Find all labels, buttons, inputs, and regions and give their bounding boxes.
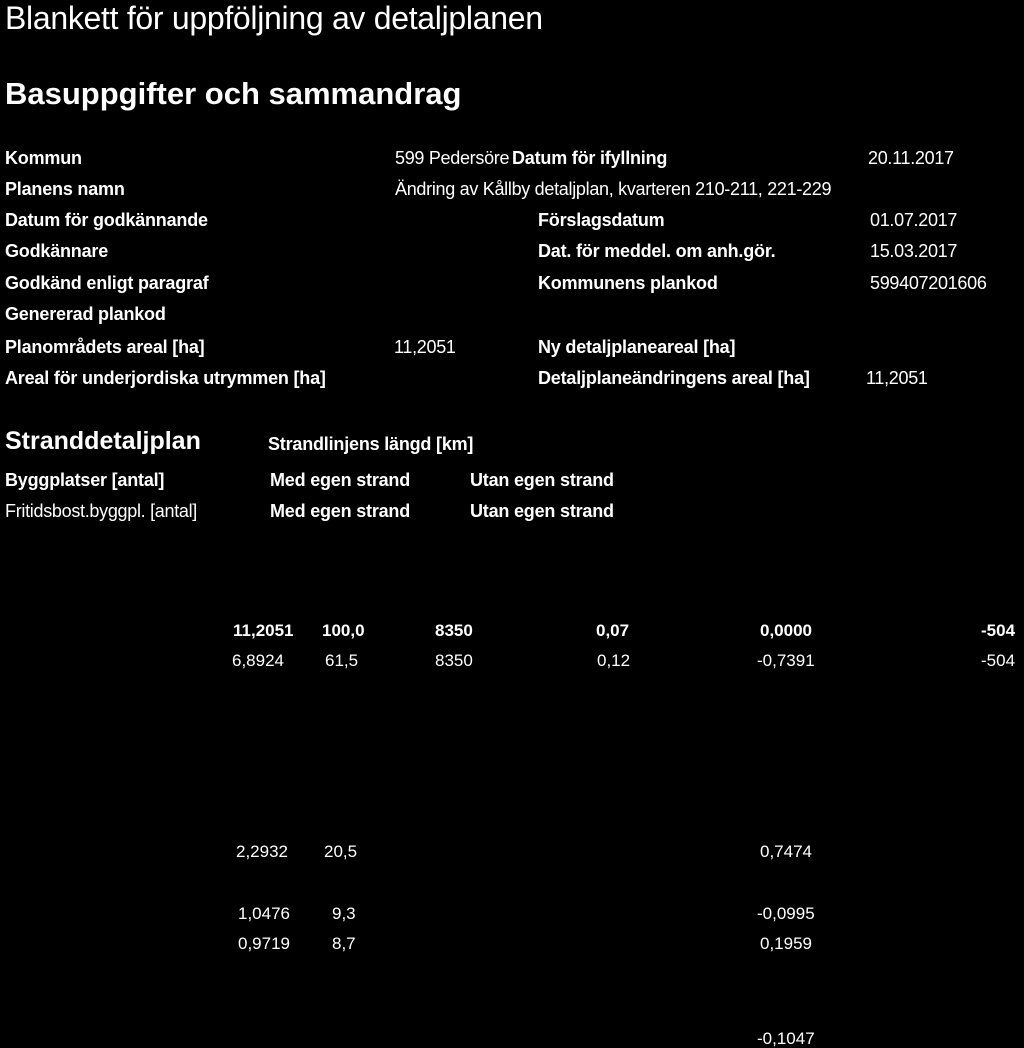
table-cell: -504 (981, 651, 1016, 670)
table-cell: 0,12 (597, 651, 631, 670)
table-cell: 2,2932 (236, 842, 288, 861)
byggplatser-med-egen-strand: Med egen strand (270, 470, 411, 490)
detaljplaneandringens-areal-label: Detaljplaneändringens areal [ha] (538, 368, 810, 388)
section-heading-basuppgifter: Basuppgifter och sammandrag (5, 76, 462, 111)
table-cell: 1,0476 (238, 904, 290, 923)
table-cell: 8350 (435, 621, 473, 640)
table-cell: 8350 (435, 651, 473, 670)
forslagsdatum-value: 01.07.2017 (870, 210, 958, 230)
byggplatser-label: Byggplatser [antal] (5, 470, 165, 490)
table-cell: 8,7 (332, 934, 356, 953)
page-title: Blankett för uppföljning av detaljplanen (5, 0, 543, 36)
kommunens-plankod-value: 599407201606 (870, 273, 987, 293)
godkand-paragraf-label: Godkänd enligt paragraf (5, 273, 209, 293)
genererad-plankod-label: Genererad plankod (5, 304, 166, 324)
table-cell: 11,2051 (233, 621, 294, 640)
ny-detaljplaneareal-label: Ny detaljplaneareal [ha] (538, 337, 736, 357)
godkannare-label: Godkännare (5, 241, 109, 261)
table-cell: 6,8924 (232, 651, 284, 670)
planens-namn-value: Ändring av Kållby detaljplan, kvarteren 210-211, 221-229 (395, 179, 832, 199)
table-cell: 61,5 (325, 651, 359, 670)
table-cell: 0,1959 (760, 934, 812, 953)
table-cell: -0,7391 (757, 651, 815, 670)
areal-underjordiska-label: Areal för underjordiska utrymmen [ha] (5, 368, 326, 388)
byggplatser-utan-egen-strand: Utan egen strand (470, 470, 614, 490)
planomradets-areal-label: Planområdets areal [ha] (5, 337, 205, 357)
table-cell: 0,07 (596, 621, 630, 640)
table-cell: 0,9719 (238, 934, 290, 953)
forslagsdatum-label: Förslagsdatum (538, 210, 665, 230)
table-cell: 9,3 (332, 904, 356, 923)
table-cell: 100,0 (322, 621, 365, 640)
planens-namn-label: Planens namn (5, 179, 125, 199)
kommun-label: Kommun (5, 148, 82, 168)
detaljplaneandringens-areal-value: 11,2051 (866, 368, 928, 388)
table-cell: -504 (981, 621, 1016, 640)
table-cell: 0,0000 (760, 621, 812, 640)
planomradets-areal-value: 11,2051 (394, 337, 456, 357)
fritidsbost-utan-egen-strand: Utan egen strand (470, 501, 614, 521)
strandlinjens-label: Strandlinjens längd [km] (268, 434, 474, 454)
fritidsbost-label: Fritidsbost.byggpl. [antal] (5, 501, 198, 521)
kommunens-plankod-label: Kommunens plankod (538, 273, 718, 293)
dat-meddel-label: Dat. för meddel. om anh.gör. (538, 241, 776, 261)
datum-godkannande-label: Datum för godkännande (5, 210, 208, 230)
fritidsbost-med-egen-strand: Med egen strand (270, 501, 411, 521)
dat-meddel-value: 15.03.2017 (870, 241, 958, 261)
stranddetaljplan-heading: Stranddetaljplan (5, 427, 201, 455)
datum-ifyllning-label: Datum för ifyllning (512, 148, 668, 168)
kommun-value: 599 Pedersöre (395, 148, 510, 168)
table-cell: 0,7474 (760, 842, 812, 861)
table-cell: 20,5 (324, 842, 358, 861)
table-cell: -0,1047 (757, 1029, 815, 1048)
table-cell: -0,0995 (757, 904, 815, 923)
datum-ifyllning-value: 20.11.2017 (868, 148, 954, 168)
